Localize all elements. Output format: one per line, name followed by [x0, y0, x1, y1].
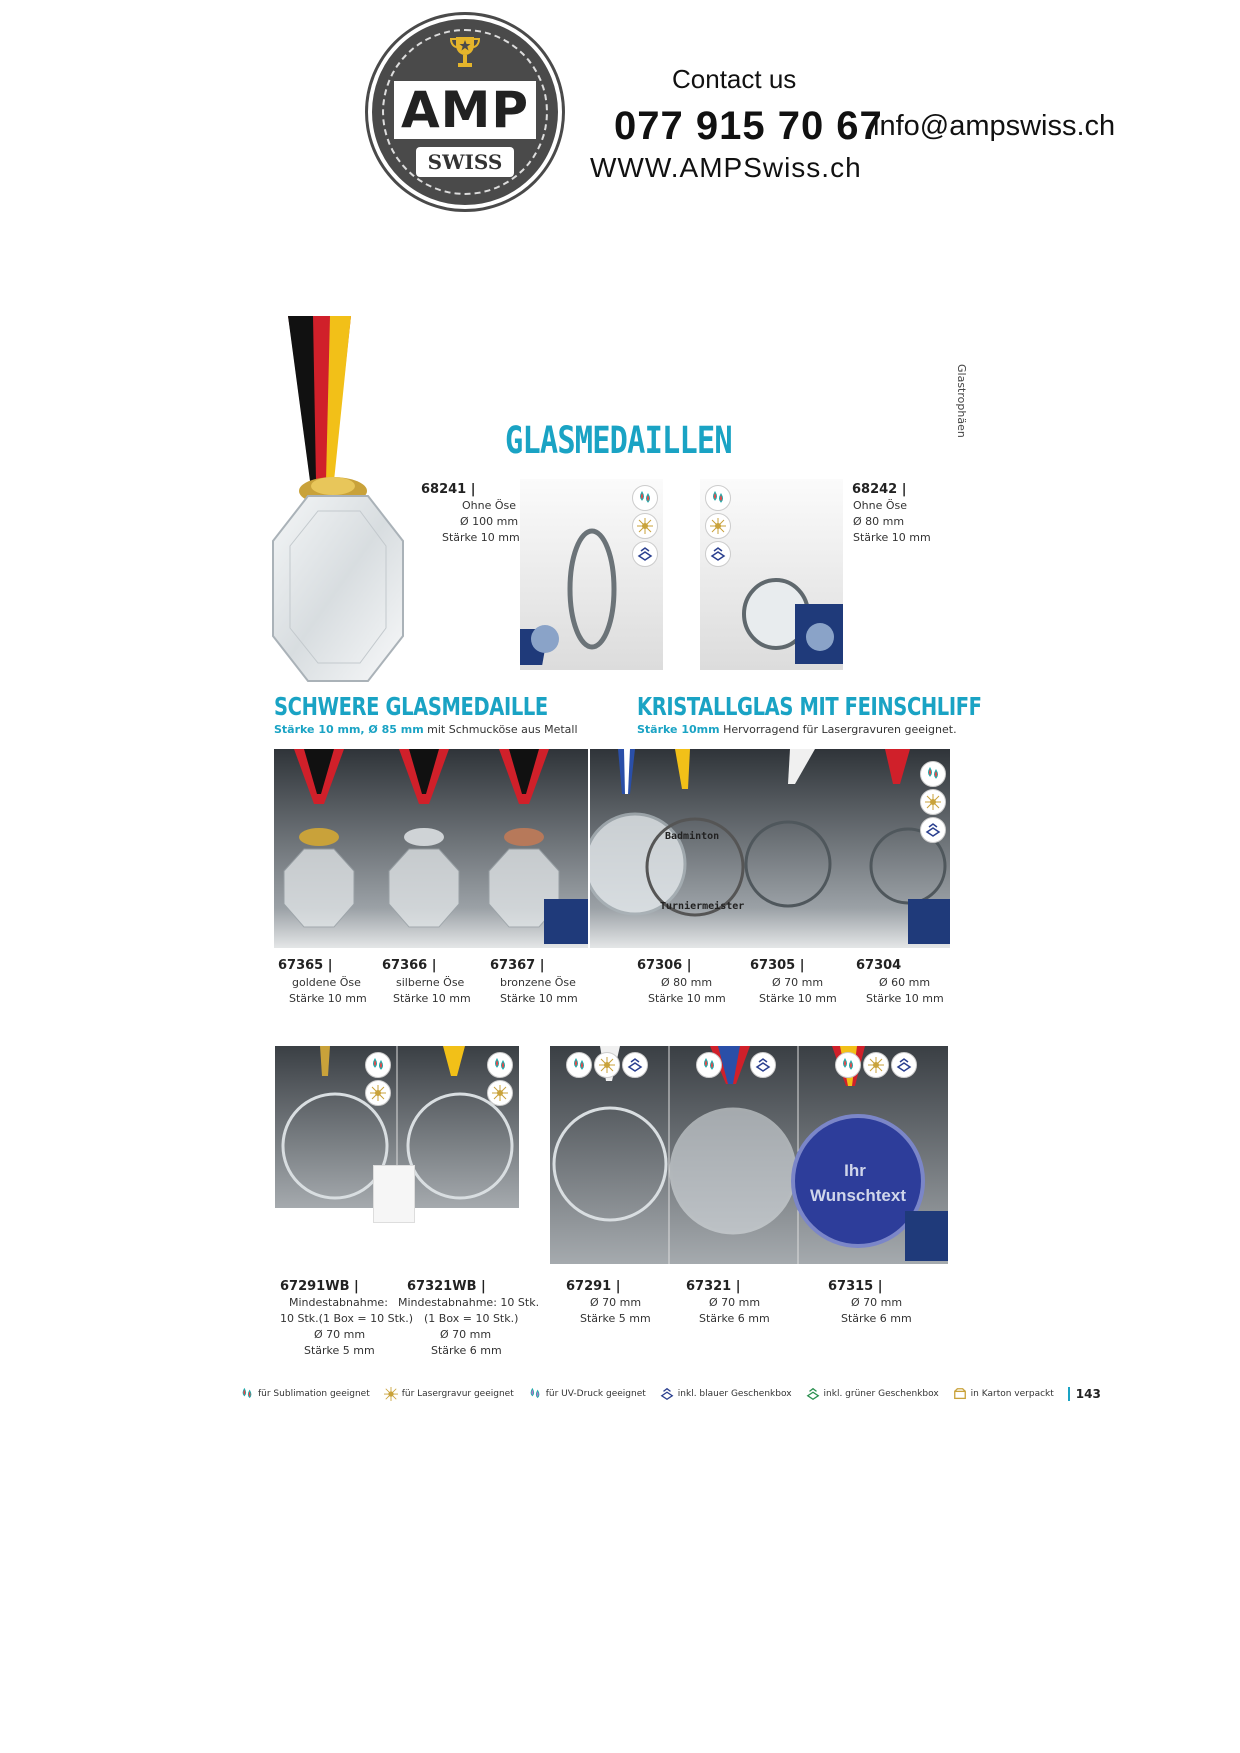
engraving-text-line1: Ihr: [844, 1161, 866, 1180]
sublimation-icon: [920, 761, 946, 787]
blue-box-icon: [622, 1052, 648, 1078]
article-67366: 67366 |: [382, 958, 437, 973]
spec-68242-eyelet: Ohne Öse: [853, 499, 908, 512]
legend-green-box-label: inkl. grüner Geschenkbox: [823, 1389, 939, 1399]
sublimation-icon: [632, 485, 658, 511]
section-title-heavy: SCHWERE GLASMEDAILLE: [274, 692, 548, 721]
spec-67305-thickness: Stärke 10 mm: [759, 992, 837, 1005]
blue-box-icon: [632, 541, 658, 567]
article-67321: 67321 |: [686, 1279, 741, 1294]
photo-text-tournament: Turniermeister: [660, 901, 745, 912]
green-box-icon: [806, 1387, 820, 1401]
spec-67321wb-min: Mindestabnahme: 10 Stk.: [398, 1296, 540, 1309]
laser-icon: [863, 1052, 889, 1078]
octagon-medal-photo: [268, 316, 438, 688]
article-67291wb: 67291WB |: [280, 1279, 359, 1294]
sublimation-icon: [240, 1387, 254, 1401]
section-sub-heavy-bold: Stärke 10 mm, Ø 85 mm: [274, 723, 424, 736]
section-title-crystal: KRISTALLGLAS MIT FEINSCHLIFF: [637, 692, 982, 721]
spec-68241-thickness: Stärke 10 mm: [442, 531, 520, 544]
website-link[interactable]: WWW.AMPSwiss.ch: [590, 152, 862, 183]
spec-67291wb-diameter: Ø 70 mm: [314, 1328, 366, 1341]
spec-67321-diameter: Ø 70 mm: [709, 1296, 761, 1309]
carton-icon: [953, 1387, 967, 1401]
legend-sublimation-label: für Sublimation geeignet: [258, 1389, 370, 1399]
legend-green-box: [806, 1387, 939, 1401]
sublimation-icon: [566, 1052, 592, 1078]
sublimation-icon: [705, 485, 731, 511]
legend-laser-label: für Lasergravur geeignet: [401, 1389, 514, 1399]
product-photo-crystal-medals: [590, 749, 950, 948]
legend-blue-box: [660, 1387, 792, 1401]
laser-icon: [594, 1052, 620, 1078]
page-number: 143: [1068, 1387, 1101, 1401]
spec-68242-thickness: Stärke 10 mm: [853, 531, 931, 544]
laser-icon: [920, 789, 946, 815]
laser-icon: [384, 1387, 398, 1401]
article-68241: 68241 |: [421, 482, 476, 497]
sublimation-icon: [835, 1052, 861, 1078]
section-sub-crystal-rest: Hervorragend für Lasergravuren geeignet.: [719, 723, 957, 736]
spec-67321wb-thickness: Stärke 6 mm: [431, 1344, 502, 1357]
laser-icon: [632, 513, 658, 539]
blue-box-icon: [660, 1387, 674, 1401]
spec-67365-thickness: Stärke 10 mm: [289, 992, 367, 1005]
product-photo-68242: [700, 479, 843, 670]
sublimation-icon: [696, 1052, 722, 1078]
legend-uv-label: für UV-Druck geeignet: [545, 1389, 646, 1399]
spec-67315-thickness: Stärke 6 mm: [841, 1312, 912, 1325]
spec-67291-thickness: Stärke 5 mm: [580, 1312, 651, 1325]
spec-67306-thickness: Stärke 10 mm: [648, 992, 726, 1005]
spec-67306-diameter: Ø 80 mm: [661, 976, 713, 989]
spec-67365-eyelet: goldene Öse: [292, 976, 361, 989]
blue-box-icon: [891, 1052, 917, 1078]
laser-icon: [487, 1080, 513, 1106]
contact-title: Contact us: [672, 64, 797, 94]
uv-print-icon: [528, 1387, 542, 1401]
spec-67291wb-box: 10 Stk.(1 Box = 10 Stk.): [280, 1312, 414, 1325]
article-67291: 67291 |: [566, 1279, 621, 1294]
product-photo-heavy-medals: [274, 749, 588, 948]
sublimation-icon: [487, 1052, 513, 1078]
product-photo-single-medals: [550, 1046, 948, 1264]
spec-67315-diameter: Ø 70 mm: [851, 1296, 903, 1309]
email-address[interactable]: info@ampswiss.ch: [873, 110, 1116, 142]
legend-laser: [384, 1387, 514, 1401]
spec-67291wb-min: Mindestabnahme:: [289, 1296, 388, 1309]
section-sub-heavy-rest: mit Schmucköse aus Metall: [423, 723, 578, 736]
spec-67291wb-thickness: Stärke 5 mm: [304, 1344, 375, 1357]
logo-amp-text: AMP: [394, 81, 536, 139]
laser-icon: [365, 1080, 391, 1106]
article-67304: 67304: [856, 958, 902, 973]
spec-68241-diameter: Ø 100 mm: [460, 515, 519, 528]
spec-68242-diameter: Ø 80 mm: [853, 515, 905, 528]
spec-67304-thickness: Stärke 10 mm: [866, 992, 944, 1005]
legend-carton: [953, 1387, 1054, 1401]
laser-icon: [705, 513, 731, 539]
section-sub-heavy: [274, 723, 578, 736]
article-67321wb: 67321WB |: [407, 1279, 486, 1294]
spec-67291-diameter: Ø 70 mm: [590, 1296, 642, 1309]
section-sub-crystal-bold: Stärke 10mm: [637, 723, 720, 736]
main-title: GLASMEDAILLEN: [505, 419, 732, 462]
product-photo-68241: [520, 479, 663, 670]
legend-carton-label: in Karton verpackt: [970, 1389, 1054, 1399]
side-category-label: Glastrophäen: [955, 364, 968, 438]
spec-67367-eyelet: bronzene Öse: [500, 976, 576, 989]
trophy-icon: [450, 33, 480, 73]
blue-box-icon: [705, 541, 731, 567]
legend-uv: [528, 1387, 646, 1401]
article-67306: 67306 |: [637, 958, 692, 973]
white-box-photo: [373, 1165, 415, 1223]
legend-sublimation: [240, 1387, 370, 1401]
blue-box-icon: [920, 817, 946, 843]
spec-67366-thickness: Stärke 10 mm: [393, 992, 471, 1005]
spec-67305-diameter: Ø 70 mm: [772, 976, 824, 989]
spec-67367-thickness: Stärke 10 mm: [500, 992, 578, 1005]
logo-swiss-text: SWISS: [416, 147, 514, 177]
sublimation-icon: [365, 1052, 391, 1078]
article-67365: 67365 |: [278, 958, 333, 973]
legend-blue-box-label: inkl. blauer Geschenkbox: [677, 1389, 792, 1399]
blue-box-icon: [750, 1052, 776, 1078]
spec-68241-eyelet: Ohne Öse: [462, 499, 517, 512]
spec-67304-diameter: Ø 60 mm: [879, 976, 931, 989]
article-67305: 67305 |: [750, 958, 805, 973]
article-67367: 67367 |: [490, 958, 545, 973]
section-sub-crystal: [637, 723, 957, 736]
engraving-text-line2: Wunschtext: [809, 1186, 907, 1205]
photo-text-badminton: Badminton: [665, 831, 720, 842]
spec-67321wb-diameter: Ø 70 mm: [440, 1328, 492, 1341]
legend-bar: [240, 1387, 1101, 1401]
spec-67366-eyelet: silberne Öse: [396, 976, 465, 989]
article-68242: 68242 |: [852, 482, 907, 497]
spec-67321wb-box: (1 Box = 10 Stk.): [424, 1312, 519, 1325]
article-67315: 67315 |: [828, 1279, 883, 1294]
amp-swiss-logo: [368, 15, 562, 209]
phone-number[interactable]: 077 915 70 67: [614, 104, 883, 148]
spec-67321-thickness: Stärke 6 mm: [699, 1312, 770, 1325]
